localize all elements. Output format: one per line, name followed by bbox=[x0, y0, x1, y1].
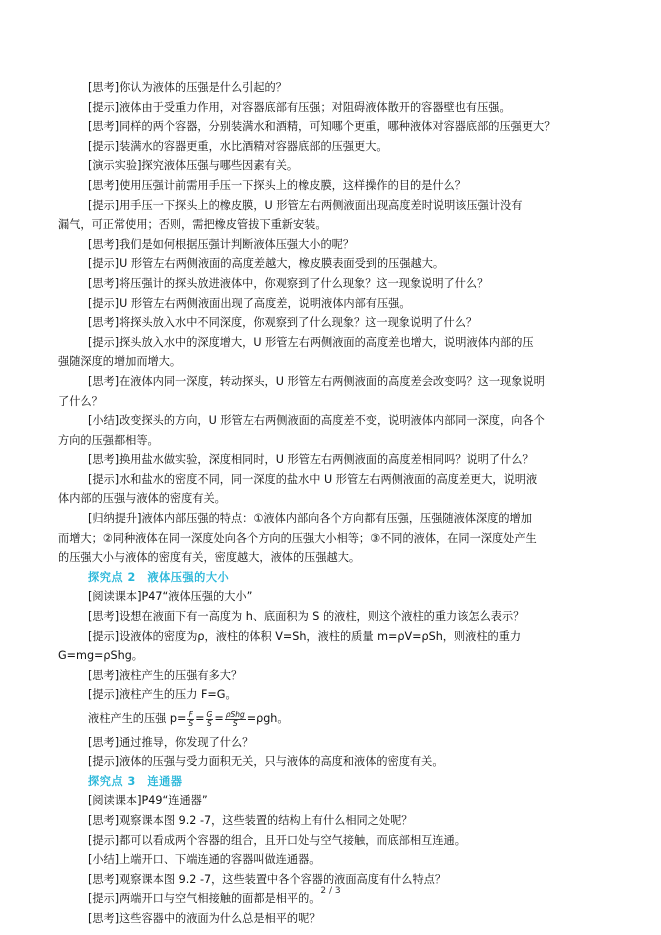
text-line: [提示]液体的压强与受力面积无关，只与液体的高度和液体的密度有关。 bbox=[88, 755, 444, 769]
text-line: 而增大；②同种液体在同一深度处向各个方向的压强大小相等；③不同的液体，在同一深度处产生 bbox=[58, 531, 537, 545]
text-line: [提示]探头放入水中的深度增大，U 形管左右两侧液面的高度差也增大，说明液体内部的压 bbox=[88, 335, 534, 349]
formula-equals: = bbox=[214, 712, 224, 725]
text-line: [思考]我们是如何根据压强计判断液体压强大小的呢？ bbox=[88, 237, 355, 251]
text-line: [提示]U 形管左右两侧液面出现了高度差，说明液体内部有压强。 bbox=[88, 296, 411, 310]
text-line: [小结]改变探头的方向，U 形管左右两侧液面的高度差不变，说明液体内部同一深度，向各个 bbox=[88, 414, 545, 428]
formula-prefix: 液柱产生的压强 p= bbox=[88, 712, 187, 725]
text-line: [思考]使用压强计前需用手压一下探头上的橡皮膜，这样操作的目的是什么？ bbox=[88, 178, 466, 192]
text-line: [提示]用手压一下探头上的橡皮膜，U 形管左右两侧液面出现高度差时说明该压强计没有 bbox=[88, 198, 523, 212]
text-line: [思考]换用盐水做实验，深度相同时，U 形管左右两侧液面的高度差相同吗？说明了什么？ bbox=[88, 453, 534, 467]
text-line: [思考]观察课本图 9.2 -7，这些装置中各个容器的液面高度有什么特点？ bbox=[88, 872, 447, 886]
text-line: [阅读课本]P47“液体压强的大小” bbox=[88, 590, 253, 604]
text-line: [思考]在液体内同一深度，转动探头，U 形管左右两侧液面的高度差会改变吗？这一现象说明 bbox=[88, 374, 545, 388]
text-line: [提示]液体由于受重力作用，对容器底部有压强；对阻碍液体散开的容器壁也有压强。 bbox=[88, 100, 511, 114]
page-content bbox=[58, 78, 608, 929]
text-line: [提示]装满水的容器更重，水比酒精对容器底部的压强更大。 bbox=[88, 139, 388, 153]
text-line: [演示实验]探究液体压强与哪些因素有关。 bbox=[88, 159, 299, 173]
text-line: 方向的压强都相等。 bbox=[58, 433, 159, 447]
text-line: 体内部的压强与液体的密度有关。 bbox=[58, 492, 226, 506]
text-line: [思考]液柱产生的压强有多大？ bbox=[88, 668, 243, 682]
text-line: [提示]都可以看成两个容器的组合，且开口处与空气接触，而底部相互连通。 bbox=[88, 833, 466, 847]
text-line: [归纳提升]液体内部压强的特点：①液体内部向各个方向都有压强，压强随液体深度的增加 bbox=[88, 512, 532, 526]
text-line: [提示]U 形管左右两侧液面的高度差越大，橡皮膜表面受到的压强越大。 bbox=[88, 257, 445, 271]
text-line: [思考]这些容器中的液面为什么总是相平的呢？ bbox=[88, 911, 321, 925]
text-line: [思考]将探头放入水中不同深度，你观察到了什么现象？这一现象说明了什么？ bbox=[88, 316, 478, 330]
text-line: 漏气，可正常使用；否则，需把橡皮管拔下重新安装。 bbox=[58, 218, 327, 232]
fraction-denominator: S bbox=[232, 718, 238, 728]
text-line: [思考]通过推导，你发现了什么？ bbox=[88, 735, 254, 749]
text-line: 了什么？ bbox=[58, 394, 103, 408]
text-line: [思考]你认为液体的压强是什么引起的？ bbox=[88, 81, 287, 94]
text-line: 的压强大小与液体的密度有关，密度越大，液体的压强越大。 bbox=[58, 551, 361, 565]
fraction-denominator: S bbox=[188, 718, 194, 728]
fraction-g-over-s bbox=[206, 711, 214, 728]
fraction-rhoshg-over-s bbox=[225, 711, 246, 728]
text-line: G=mg=ρShg。 bbox=[58, 649, 143, 663]
text-line: 强随深度的增加而增大。 bbox=[58, 355, 182, 369]
pressure-formula bbox=[88, 709, 608, 729]
fraction-numerator: F bbox=[188, 709, 193, 719]
section-heading-3: 探究点 3 连通器 bbox=[88, 774, 183, 788]
text-line: [思考]同样的两个容器，分别装满水和酒精，可知哪个更重，哪种液体对容器底部的压强更大？ bbox=[88, 120, 556, 134]
section-heading-2: 探究点 2 液体压强的大小 bbox=[88, 570, 230, 584]
text-line: [提示]两端开口与空气相接触的面都是相平的。 bbox=[88, 892, 321, 906]
page-number: 2 / 3 bbox=[320, 886, 341, 896]
fraction-numerator: G bbox=[206, 709, 213, 719]
text-line: [小结]上端开口、下端连通的容器叫做连通器。 bbox=[88, 853, 321, 867]
text-line: [提示]设液体的密度为ρ，液柱的体积 V=Sh，液柱的质量 m=ρV=ρSh，则液柱的重力 bbox=[88, 629, 522, 643]
formula-suffix: =ρgh。 bbox=[246, 712, 289, 725]
text-line: [提示]液柱产生的压力 F=G。 bbox=[88, 688, 237, 702]
fraction-denominator: S bbox=[207, 718, 212, 728]
text-line: [思考]设想在液面下有一高度为 h、底面积为 S 的液柱，则这个液柱的重力该怎么表示？ bbox=[88, 610, 525, 624]
fraction-f-over-s bbox=[187, 711, 194, 728]
text-line: [提示]水和盐水的密度不同，同一深度的盐水中 U 形管左右两侧液面的高度差更大，说明液 bbox=[88, 472, 538, 486]
formula-equals: = bbox=[195, 712, 205, 725]
text-line: [思考]将压强计的探头放进液体中，你观察到了什么现象？这一现象说明了什么？ bbox=[88, 276, 489, 290]
text-line: [思考]观察课本图 9.2 -7，这些装置的结构上有什么相同之处呢？ bbox=[88, 813, 413, 827]
text-line: [阅读课本]P49“连通器” bbox=[88, 794, 208, 808]
fraction-numerator: ρShg bbox=[225, 709, 245, 719]
